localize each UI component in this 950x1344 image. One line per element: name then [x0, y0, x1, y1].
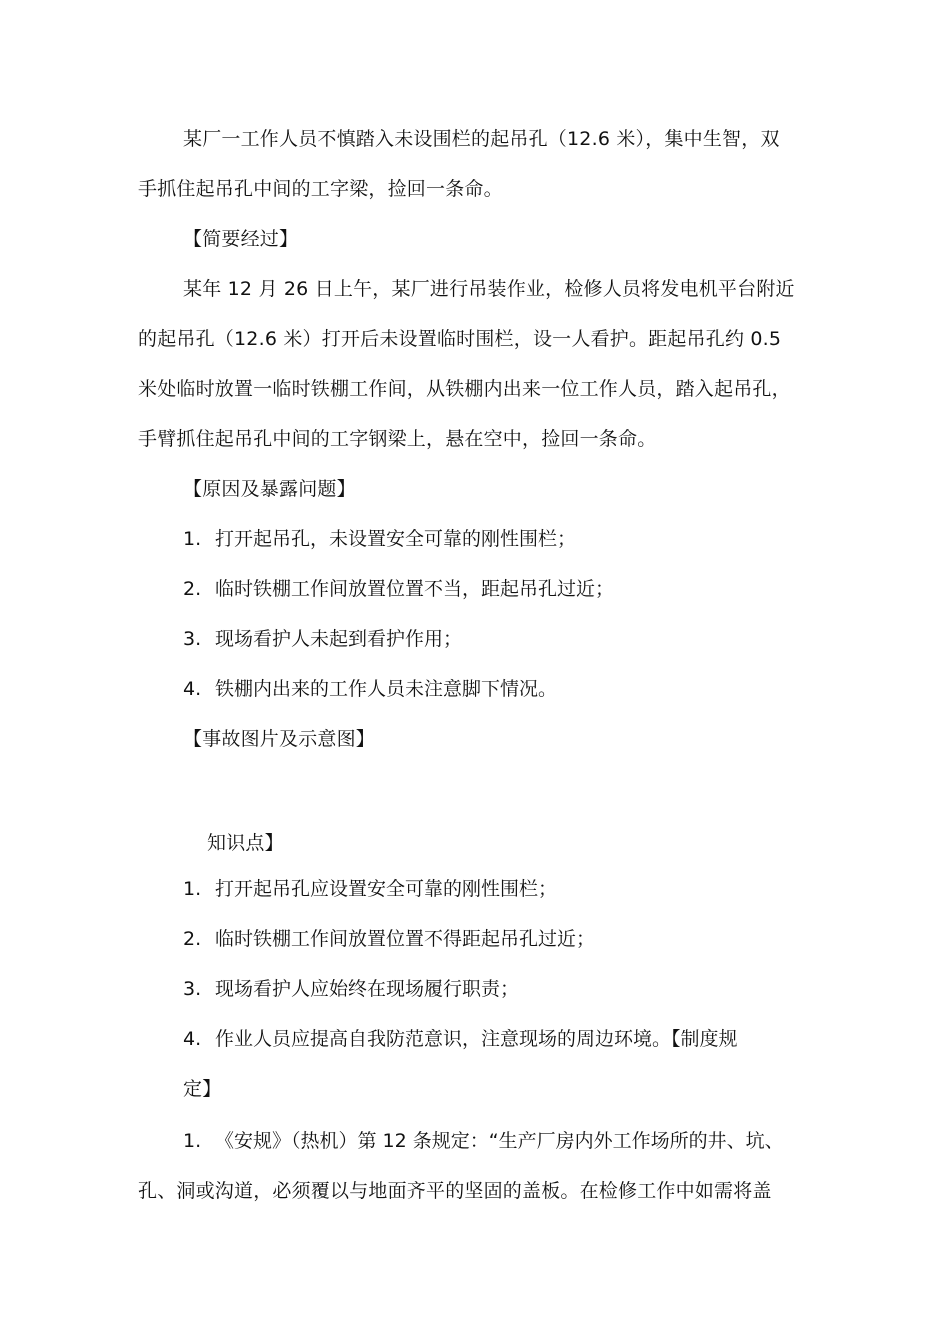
knowledge-item-2-text: 临时铁棚工作间放置位置不得距起吊孔过近；	[215, 928, 596, 950]
knowledge-item-1-number: 1.	[183, 878, 202, 900]
knowledge-item-3	[183, 976, 519, 1002]
knowledge-item-4-text: 作业人员应提高自我防范意识，注意现场的周边环境。【制度规	[215, 1028, 738, 1050]
summary-heading: 【简要经过】	[183, 228, 299, 250]
knowledge-item-2-number: 2.	[183, 928, 202, 950]
knowledge-item-4	[183, 1026, 738, 1052]
cause-item-3-text: 现场看护人未起到看护作用；	[215, 628, 463, 650]
cause-item-1	[183, 526, 576, 552]
cause-item-4	[183, 676, 557, 702]
cause-item-3-number: 3.	[183, 628, 202, 650]
rule-item-1-number: 1.	[183, 1130, 202, 1152]
knowledge-item-1-text: 打开起吊孔应设置安全可靠的刚性围栏；	[215, 878, 558, 900]
knowledge-heading: 知识点】	[207, 832, 284, 854]
cause-item-2-text: 临时铁棚工作间放置位置不当，距起吊孔过近；	[215, 578, 615, 600]
summary-line-2: 的起吊孔（12.6 米）打开后未设置临时围栏，设一人看护。距起吊孔约 0.5	[138, 328, 782, 350]
cause-item-4-text: 铁棚内出来的工作人员未注意脚下情况。	[215, 678, 558, 700]
rule-item-1-line-2: 孔、洞或沟道，必须覆以与地面齐平的坚固的盖板。在检修工作中如需将盖	[138, 1180, 772, 1202]
rule-item-1-text: 《安规》（热机）第 12 条规定：“生产厂房内外工作场所的井、坑、	[215, 1130, 784, 1152]
knowledge-item-1	[183, 876, 557, 902]
rule-item-1	[183, 1128, 784, 1154]
cause-item-1-number: 1.	[183, 528, 202, 550]
cause-item-2-number: 2.	[183, 578, 202, 600]
pictures-heading: 【事故图片及示意图】	[183, 728, 376, 750]
intro-line-2: 手抓住起吊孔中间的工字梁，捡回一条命。	[138, 178, 503, 200]
summary-line-3: 米处临时放置一临时铁棚工作间，从铁棚内出来一位工作人员，踏入起吊孔，	[138, 378, 791, 400]
cause-item-1-text: 打开起吊孔，未设置安全可靠的刚性围栏；	[215, 528, 577, 550]
cause-item-4-number: 4.	[183, 678, 202, 700]
knowledge-item-2	[183, 926, 595, 952]
summary-line-4: 手臂抓住起吊孔中间的工字钢梁上，悬在空中，捡回一条命。	[138, 428, 657, 450]
summary-line-1: 某年 12 月 26 日上午，某厂进行吊装作业，检修人员将发电机平台附近	[183, 278, 795, 300]
cause-item-2	[183, 576, 614, 602]
intro-line-1: 某厂一工作人员不慎踏入未设围栏的起吊孔（12.6 米），集中生智，双	[183, 128, 780, 150]
knowledge-item-4-number: 4.	[183, 1028, 202, 1050]
knowledge-item-3-number: 3.	[183, 978, 202, 1000]
causes-heading: 【原因及暴露问题】	[183, 478, 356, 500]
knowledge-continuation: 定】	[183, 1078, 222, 1100]
cause-item-3	[183, 626, 462, 652]
knowledge-item-3-text: 现场看护人应始终在现场履行职责；	[215, 978, 520, 1000]
